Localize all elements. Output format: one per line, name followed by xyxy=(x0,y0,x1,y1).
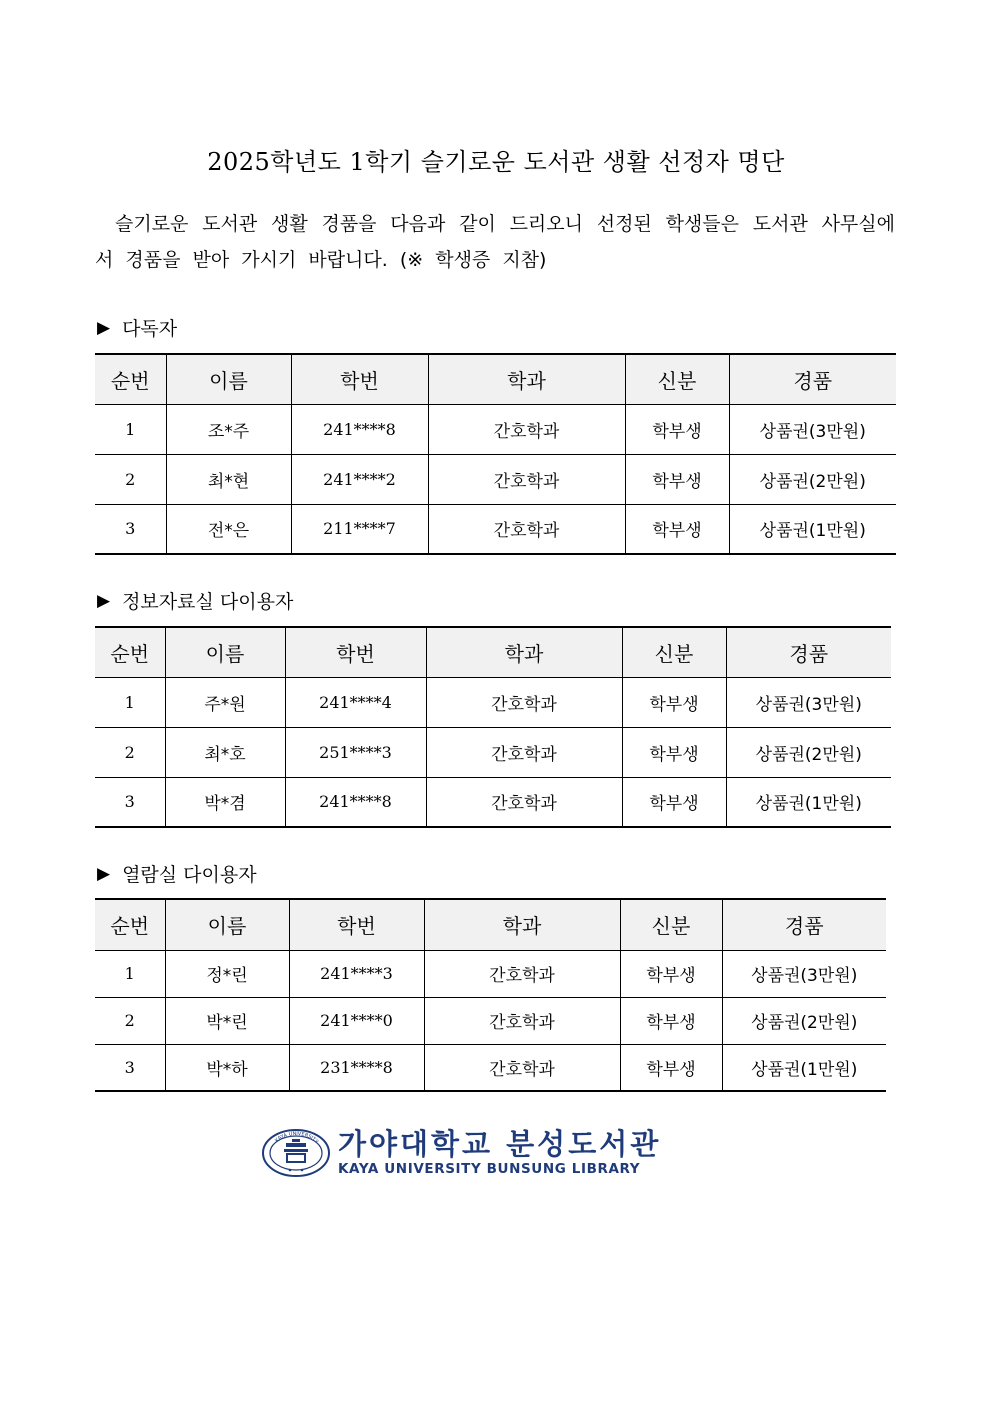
section-heading-reading-room xyxy=(97,860,257,887)
header-cell-name: 이름 xyxy=(165,899,289,950)
section-heading-label: 정보자료실 다이용자 xyxy=(122,591,294,613)
table-header-row xyxy=(95,627,891,677)
cell-student-id: 241****3 xyxy=(289,950,424,997)
cell-name: 정*린 xyxy=(165,950,289,997)
header-cell-prize: 경품 xyxy=(722,899,886,950)
cell-department: 간호학과 xyxy=(424,950,620,997)
header-cell-prize: 경품 xyxy=(726,627,891,677)
header-cell-student-id: 학번 xyxy=(285,627,426,677)
intro-paragraph: 슬기로운 도서관 생활 경품을 다음과 같이 드리오니 선정된 학생들은 도서관 사무실에서 경품을 받아 가시기 바랍니다. (※ 학생증 지참) xyxy=(95,213,895,271)
table-row xyxy=(95,997,886,1044)
cell-name: 주*원 xyxy=(165,677,285,727)
section-heading-info-room xyxy=(97,587,293,614)
cell-prize: 상품권(1만원) xyxy=(729,504,896,554)
header-cell-department: 학과 xyxy=(424,899,620,950)
header-cell-prize: 경품 xyxy=(729,354,896,404)
triangle-bullet-icon: ▶ xyxy=(97,317,111,338)
cell-department: 간호학과 xyxy=(424,1044,620,1091)
header-cell-student-id: 학번 xyxy=(291,354,428,404)
library-name-english: KAYA UNIVERSITY BUNSUNG LIBRARY xyxy=(338,1161,641,1177)
cell-name: 박*겸 xyxy=(165,777,285,827)
cell-seq: 1 xyxy=(95,404,166,454)
table-row xyxy=(95,454,896,504)
section-heading-label: 열람실 다이용자 xyxy=(122,864,257,886)
cell-status: 학부생 xyxy=(620,1044,722,1091)
cell-prize: 상품권(1만원) xyxy=(726,777,891,827)
table-row xyxy=(95,950,886,997)
cell-student-id: 241****0 xyxy=(289,997,424,1044)
cell-name: 조*주 xyxy=(166,404,291,454)
cell-seq: 2 xyxy=(95,454,166,504)
table-header-row xyxy=(95,899,886,950)
cell-status: 학부생 xyxy=(625,404,729,454)
section-heading-reading xyxy=(97,314,177,341)
library-name-korean: 가야대학교 분성도서관 xyxy=(338,1127,662,1161)
seal-text: KAYA UNIVERSITY xyxy=(273,1130,320,1145)
cell-seq: 1 xyxy=(95,677,165,727)
cell-prize: 상품권(1만원) xyxy=(722,1044,886,1091)
cell-student-id: 251****3 xyxy=(285,727,426,777)
table-reading xyxy=(95,353,896,555)
table-header-row xyxy=(95,354,896,404)
cell-student-id: 231****8 xyxy=(289,1044,424,1091)
cell-name: 최*호 xyxy=(165,727,285,777)
cell-seq: 2 xyxy=(95,727,165,777)
cell-seq: 1 xyxy=(95,950,165,997)
cell-department: 간호학과 xyxy=(428,404,625,454)
cell-student-id: 241****8 xyxy=(285,777,426,827)
cell-status: 학부생 xyxy=(625,454,729,504)
header-cell-seq: 순번 xyxy=(95,899,165,950)
page-title: 2025학년도 1학기 슬기로운 도서관 생활 선정자 명단 xyxy=(207,148,785,176)
section-heading-label: 다독자 xyxy=(122,318,178,340)
cell-department: 간호학과 xyxy=(426,677,622,727)
table-row xyxy=(95,777,891,827)
cell-seq: 3 xyxy=(95,777,165,827)
cell-department: 간호학과 xyxy=(428,454,625,504)
header-cell-status: 신분 xyxy=(625,354,729,404)
header-cell-department: 학과 xyxy=(428,354,625,404)
header-cell-student-id: 학번 xyxy=(289,899,424,950)
cell-department: 간호학과 xyxy=(426,727,622,777)
cell-department: 간호학과 xyxy=(428,504,625,554)
table-row xyxy=(95,504,896,554)
triangle-bullet-icon: ▶ xyxy=(97,590,111,611)
cell-student-id: 241****2 xyxy=(291,454,428,504)
cell-name: 박*하 xyxy=(165,1044,289,1091)
university-seal-icon xyxy=(262,1129,330,1177)
header-cell-seq: 순번 xyxy=(95,627,165,677)
table-reading-room xyxy=(95,898,886,1092)
cell-prize: 상품권(2만원) xyxy=(722,997,886,1044)
cell-student-id: 241****8 xyxy=(291,404,428,454)
cell-name: 박*린 xyxy=(165,997,289,1044)
table-row xyxy=(95,404,896,454)
cell-name: 전*은 xyxy=(166,504,291,554)
cell-department: 간호학과 xyxy=(426,777,622,827)
cell-prize: 상품권(3만원) xyxy=(729,404,896,454)
header-cell-name: 이름 xyxy=(166,354,291,404)
table-row xyxy=(95,677,891,727)
cell-seq: 2 xyxy=(95,997,165,1044)
cell-status: 학부생 xyxy=(622,727,726,777)
header-cell-department: 학과 xyxy=(426,627,622,677)
table-info-room xyxy=(95,626,891,828)
cell-seq: 3 xyxy=(95,1044,165,1091)
cell-status: 학부생 xyxy=(622,777,726,827)
cell-department: 간호학과 xyxy=(424,997,620,1044)
cell-prize: 상품권(3만원) xyxy=(722,950,886,997)
cell-status: 학부생 xyxy=(620,950,722,997)
header-cell-status: 신분 xyxy=(622,627,726,677)
cell-seq: 3 xyxy=(95,504,166,554)
table-row xyxy=(95,1044,886,1091)
table-row xyxy=(95,727,891,777)
cell-status: 학부생 xyxy=(620,997,722,1044)
cell-prize: 상품권(2만원) xyxy=(726,727,891,777)
header-cell-status: 신분 xyxy=(620,899,722,950)
cell-status: 학부생 xyxy=(622,677,726,727)
header-cell-seq: 순번 xyxy=(95,354,166,404)
library-logo xyxy=(262,1128,661,1178)
triangle-bullet-icon: ▶ xyxy=(97,863,111,884)
cell-student-id: 241****4 xyxy=(285,677,426,727)
cell-status: 학부생 xyxy=(625,504,729,554)
cell-prize: 상품권(3만원) xyxy=(726,677,891,727)
cell-name: 최*현 xyxy=(166,454,291,504)
cell-prize: 상품권(2만원) xyxy=(729,454,896,504)
header-cell-name: 이름 xyxy=(165,627,285,677)
cell-student-id: 211****7 xyxy=(291,504,428,554)
